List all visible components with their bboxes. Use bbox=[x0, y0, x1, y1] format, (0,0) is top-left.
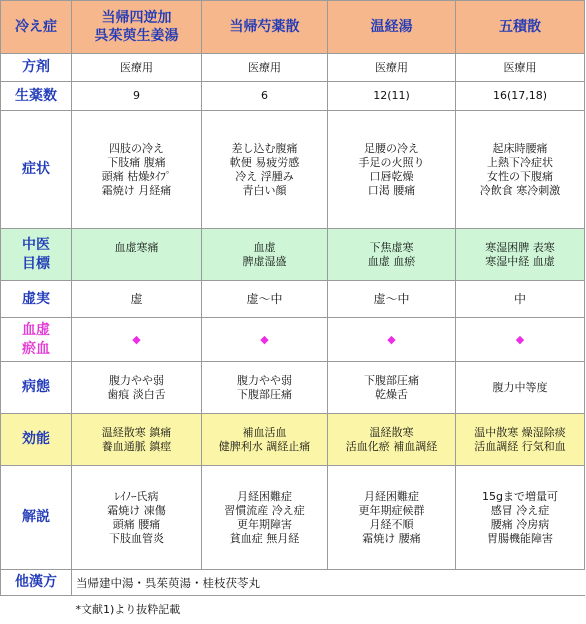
kaisetsu-4-line3: 腰痛 冷房病 bbox=[490, 517, 550, 531]
byotai-3-line1: 下腹部圧痛 bbox=[364, 373, 419, 387]
cell-byotai-1[interactable] bbox=[72, 362, 202, 414]
kono-3-line2: 活血化瘀 補血調経 bbox=[345, 439, 438, 453]
shojo-2-line4: 青白い顔 bbox=[242, 183, 287, 197]
row-takanpo bbox=[1, 570, 585, 596]
corner-cell[interactable] bbox=[1, 1, 72, 54]
shojo-3-line3: 口唇乾燥 bbox=[369, 169, 414, 183]
kaisetsu-2-line2: 習慣流産 冷え症 bbox=[224, 503, 305, 517]
shojo-2-line3: 冷え 浮腫み bbox=[235, 169, 294, 183]
kaisetsu-3-line1: 月経困難症 bbox=[364, 489, 419, 503]
row-kono bbox=[1, 414, 585, 466]
chui-1-line2 bbox=[72, 255, 201, 269]
cell-kaisetsu-1[interactable] bbox=[72, 466, 202, 570]
cell-byotai-2[interactable] bbox=[202, 362, 328, 414]
kaisetsu-3-line4: 霜焼け 腰痛 bbox=[362, 531, 421, 545]
cell-shoyakusu-3[interactable]: 12(11) bbox=[328, 82, 456, 111]
chui-4-line2: 寒湿中経 血虚 bbox=[485, 254, 555, 268]
shojo-1-line1: 四肢の冷え bbox=[109, 141, 164, 155]
chui-3-line2: 血虚 血瘀 bbox=[367, 254, 416, 268]
cell-chui-2[interactable] bbox=[202, 229, 328, 281]
kono-2-line2: 健脾利水 調経止痛 bbox=[218, 439, 311, 453]
row-shoyakusu bbox=[1, 82, 585, 111]
cell-byotai-4[interactable]: 腹力中等度 bbox=[456, 362, 585, 414]
cell-shoyakusu-2[interactable]: 6 bbox=[202, 82, 328, 111]
kono-1-line2: 養血通脈 鎮痙 bbox=[101, 439, 172, 453]
row-kyojitsu bbox=[1, 281, 585, 318]
col-header-3[interactable] bbox=[328, 1, 456, 54]
chui-3-line1: 下焦虚寒 bbox=[369, 240, 414, 254]
byotai-1-line1: 腹力やや弱 bbox=[109, 373, 164, 387]
cell-kyojitsu-2[interactable]: 虚～中 bbox=[202, 281, 328, 318]
shojo-2-line1: 差し込む腹痛 bbox=[231, 141, 298, 155]
shojo-3-line4: 口渇 腰痛 bbox=[367, 183, 416, 197]
cell-hozai-4[interactable]: 医療用 bbox=[456, 54, 585, 82]
row-label-chui[interactable] bbox=[1, 229, 72, 281]
shojo-4-line1: 起床時腰痛 bbox=[492, 141, 548, 155]
row-label-kekkyo[interactable] bbox=[1, 318, 72, 362]
shojo-4-line3: 女性の下腹痛 bbox=[487, 169, 553, 183]
diamond-icon: ◆ bbox=[515, 332, 525, 346]
cell-shoyakusu-4[interactable]: 16(17,18) bbox=[456, 82, 585, 111]
row-shojo bbox=[1, 111, 585, 229]
row-chui bbox=[1, 229, 585, 281]
byotai-3-line2: 乾燥舌 bbox=[375, 387, 408, 401]
cell-kyojitsu-3[interactable]: 虚～中 bbox=[328, 281, 456, 318]
col-header-4-label: 五積散 bbox=[499, 19, 541, 35]
shojo-1-line2: 下肢痛 腹痛 bbox=[107, 155, 166, 169]
cell-kono-1[interactable] bbox=[72, 414, 202, 466]
cell-kyojitsu-1[interactable]: 虚 bbox=[72, 281, 202, 318]
kaisetsu-1-line2: 霜焼け 凍傷 bbox=[107, 503, 166, 517]
cell-byotai-3[interactable] bbox=[328, 362, 456, 414]
diamond-icon: ◆ bbox=[260, 332, 269, 346]
kaisetsu-2-line3: 更年期障害 bbox=[237, 517, 292, 531]
cell-chui-3[interactable] bbox=[328, 229, 456, 281]
row-label-chui-line2: 目標 bbox=[22, 255, 50, 272]
cell-kono-2[interactable] bbox=[202, 414, 328, 466]
row-label-kaisetsu[interactable]: 解説 bbox=[1, 466, 72, 570]
cell-kekkyo-2[interactable] bbox=[202, 318, 328, 362]
kaisetsu-1-line3: 頭痛 腰痛 bbox=[112, 517, 161, 531]
row-label-shojo[interactable]: 症状 bbox=[1, 111, 72, 229]
row-hozai bbox=[1, 54, 585, 82]
diamond-icon: ◆ bbox=[132, 332, 141, 346]
kono-2-line1: 補血活血 bbox=[242, 425, 287, 439]
cell-kaisetsu-2[interactable] bbox=[202, 466, 328, 570]
kaisetsu-2-line4: 貧血症 無月経 bbox=[229, 531, 300, 545]
cell-shojo-2[interactable] bbox=[202, 111, 328, 229]
kaisetsu-2-line1: 月経困難症 bbox=[237, 489, 292, 503]
kaisetsu-1-line1: ﾚｲﾉｰ氏病 bbox=[114, 489, 159, 503]
row-label-kono[interactable]: 効能 bbox=[1, 414, 72, 466]
header-row bbox=[1, 1, 585, 54]
diamond-icon: ◆ bbox=[387, 332, 396, 346]
chui-2-line2: 脾虚湿盛 bbox=[242, 254, 287, 268]
shojo-4-line4: 冷飲食 寒冷刺激 bbox=[479, 183, 561, 197]
cell-hozai-3[interactable]: 医療用 bbox=[328, 54, 456, 82]
kaisetsu-3-line2: 更年期症候群 bbox=[358, 503, 425, 517]
cell-kaisetsu-4[interactable] bbox=[456, 466, 585, 570]
kono-1-line1: 温経散寒 鎮痛 bbox=[101, 425, 172, 439]
shojo-3-line1: 足腰の冷え bbox=[364, 141, 419, 155]
kaisetsu-1-line4: 下肢血管炎 bbox=[109, 531, 164, 545]
cell-chui-1[interactable] bbox=[72, 229, 202, 281]
chui-2-line1: 血虚 bbox=[253, 240, 276, 254]
row-kaisetsu bbox=[1, 466, 585, 570]
cell-kono-3[interactable] bbox=[328, 414, 456, 466]
row-byotai bbox=[1, 362, 585, 414]
cell-kaisetsu-3[interactable] bbox=[328, 466, 456, 570]
cell-kekkyo-3[interactable] bbox=[328, 318, 456, 362]
shojo-3-line2: 手足の火照り bbox=[358, 155, 425, 169]
cell-note[interactable]: *文献1)より抜粋記載 bbox=[75, 602, 181, 616]
kono-4-line1: 温中散寒 燥湿除痰 bbox=[474, 425, 566, 439]
kono-4-line2: 活血調経 行気和血 bbox=[474, 439, 566, 453]
col-header-1-line1: 当帰四逆加 bbox=[101, 10, 172, 26]
shojo-1-line4: 霜焼け 月経痛 bbox=[101, 183, 172, 197]
byotai-2-line2: 下腹部圧痛 bbox=[237, 387, 292, 401]
row-label-kyojitsu[interactable]: 虚実 bbox=[1, 281, 72, 318]
cell-kekkyo-1[interactable] bbox=[72, 318, 202, 362]
chui-1-line1: 血虚寒痛 bbox=[114, 240, 159, 254]
cell-hozai-2[interactable]: 医療用 bbox=[202, 54, 328, 82]
row-note bbox=[1, 596, 585, 624]
shojo-4-line2: 上熱下冷症状 bbox=[487, 155, 553, 169]
cell-chui-4[interactable] bbox=[456, 229, 585, 281]
col-header-2[interactable] bbox=[202, 1, 328, 54]
corner-label: 冷え症 bbox=[15, 19, 57, 35]
col-header-1[interactable] bbox=[72, 1, 202, 54]
cell-shojo-1[interactable] bbox=[72, 111, 202, 229]
row-label-hozai[interactable]: 方剤 bbox=[1, 54, 72, 82]
kono-3-line1: 温経散寒 bbox=[369, 425, 414, 439]
shojo-2-line2: 軟便 易疲労感 bbox=[229, 155, 300, 169]
row-label-takanpo[interactable]: 他漢方 bbox=[1, 570, 72, 596]
row-label-chui-line1: 中医 bbox=[22, 236, 50, 253]
cell-kekkyo-4[interactable] bbox=[456, 318, 585, 362]
col-header-4[interactable] bbox=[456, 1, 585, 54]
row-label-shoyakusu[interactable]: 生薬数 bbox=[1, 82, 72, 111]
cell-shojo-3[interactable] bbox=[328, 111, 456, 229]
cell-note-blank[interactable] bbox=[1, 596, 72, 624]
kaisetsu-4-line4: 胃腸機能障害 bbox=[487, 531, 553, 545]
col-header-1-line2: 呉茱萸生姜湯 bbox=[94, 28, 179, 44]
cell-kyojitsu-4[interactable]: 中 bbox=[456, 281, 585, 318]
row-label-kekkyo-line1: 血虚 bbox=[22, 321, 50, 338]
cell-hozai-1[interactable]: 医療用 bbox=[72, 54, 202, 82]
kaisetsu-3-line3: 月経不順 bbox=[369, 517, 414, 531]
col-header-3-label: 温経湯 bbox=[370, 19, 413, 35]
col-header-2-label: 当帰芍薬散 bbox=[229, 19, 300, 35]
kaisetsu-4-line2: 感冒 冷え症 bbox=[490, 503, 550, 517]
kaisetsu-4-line1: 15gまで増量可 bbox=[482, 489, 558, 503]
row-label-byotai[interactable]: 病態 bbox=[1, 362, 72, 414]
cell-kono-4[interactable] bbox=[456, 414, 585, 466]
chui-4-line1: 寒湿困脾 表寒 bbox=[485, 240, 555, 254]
row-kekkyo bbox=[1, 318, 585, 362]
byotai-1-line2: 歯痕 淡白舌 bbox=[107, 387, 166, 401]
byotai-2-line1: 腹力やや弱 bbox=[237, 373, 292, 387]
shojo-1-line3: 頭痛 枯燥ﾀｲﾌﾟ bbox=[101, 169, 172, 183]
cell-takanpo[interactable]: 当帰建中湯・呉茱萸湯・桂枝茯苓丸 bbox=[72, 570, 585, 596]
cell-shojo-4[interactable] bbox=[456, 111, 585, 229]
cell-shoyakusu-1[interactable]: 9 bbox=[72, 82, 202, 111]
row-label-kekkyo-line2: 瘀血 bbox=[22, 340, 50, 357]
